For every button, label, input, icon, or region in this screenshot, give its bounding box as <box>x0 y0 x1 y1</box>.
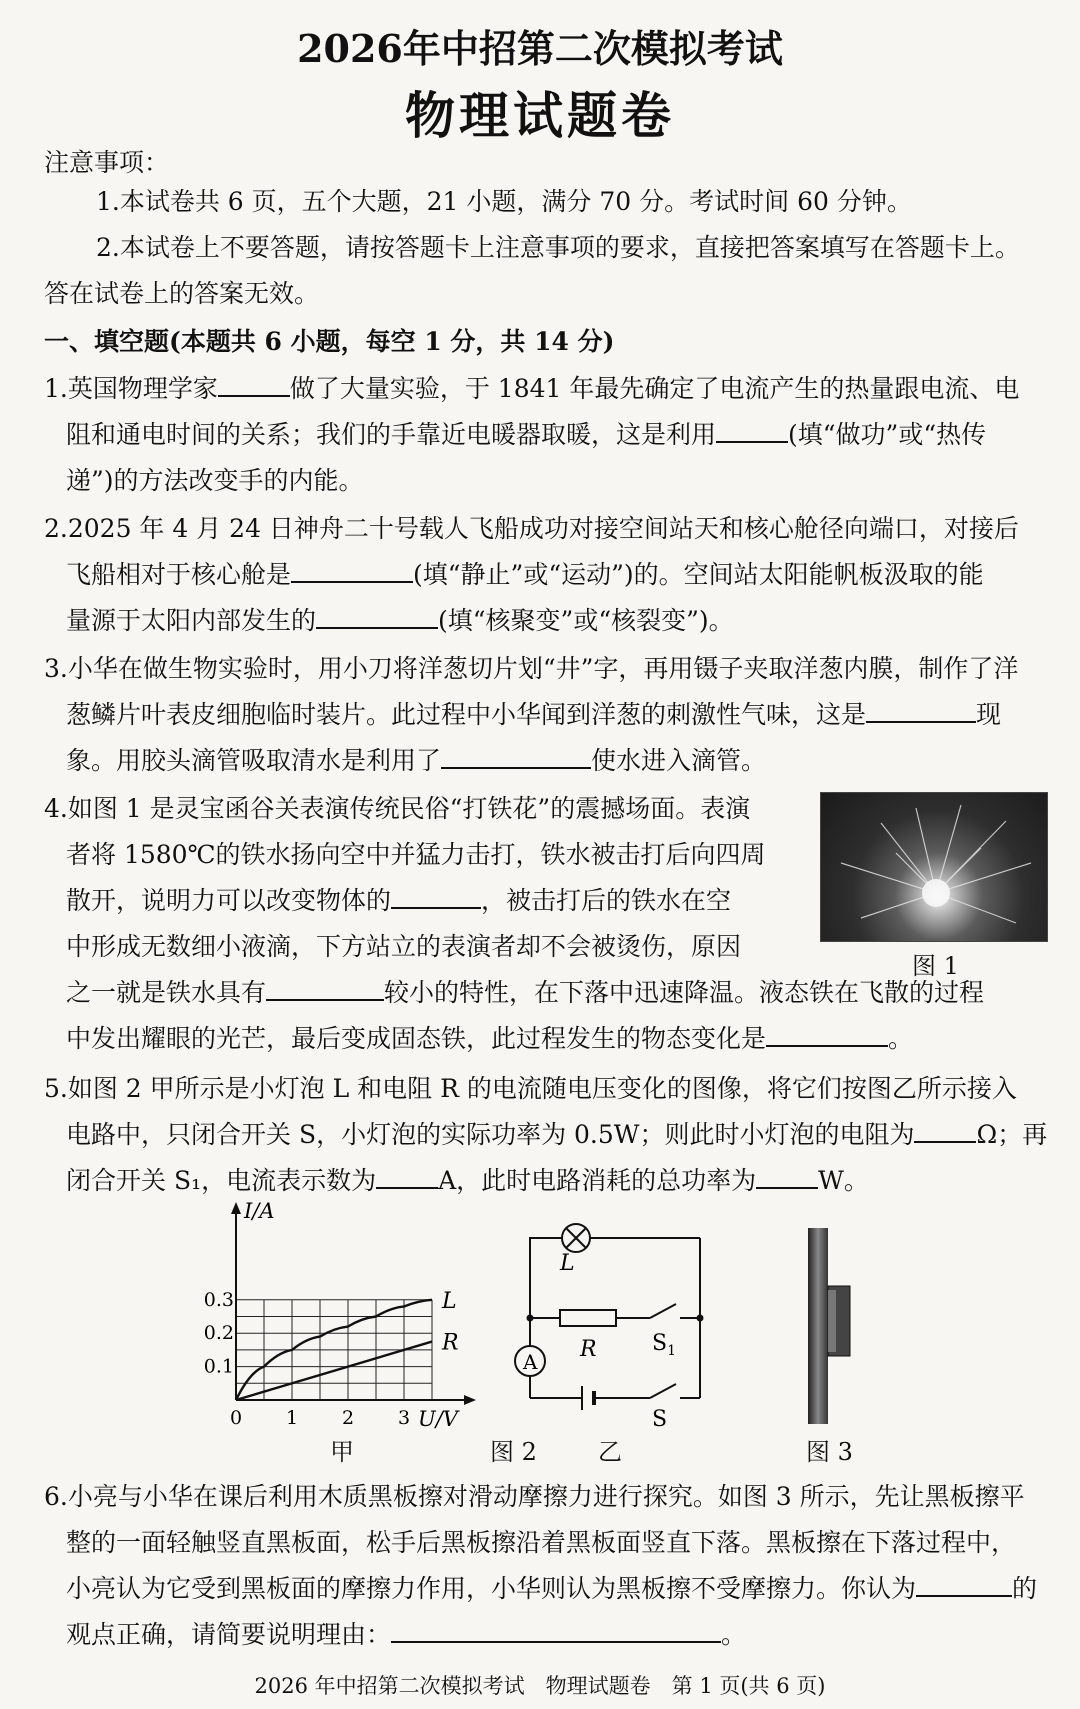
exam-title: 2026年中招第二次模拟考试 <box>297 26 783 71</box>
q4-line-4: 中形成无数细小液滴，下方站立的表演者却不会被烫伤，原因 <box>66 932 742 961</box>
q1-line-1 <box>44 372 1019 406</box>
q4-blank-3 <box>766 1023 888 1047</box>
q1-text-b: 做了大量实验，于 1841 年最先确定了电流产生的热量跟电流、电 <box>289 374 1020 403</box>
x-tick-label: 3 <box>398 1407 411 1429</box>
q1-text-a: 1.英国物理学家 <box>44 374 218 403</box>
q1-line-2 <box>66 418 986 452</box>
figure-2a-graph <box>203 1199 478 1431</box>
q4-blank-1 <box>391 885 481 909</box>
q6-line-3 <box>66 1572 1037 1606</box>
q3-blank-2 <box>441 745 591 769</box>
figure-3-blackboard <box>800 1228 880 1424</box>
q4-line-3 <box>66 884 731 918</box>
q4-blank-2 <box>266 977 384 1001</box>
figure-2b-label: 乙 <box>598 1438 622 1466</box>
x-tick-label: 2 <box>342 1407 355 1429</box>
q2-blank-1 <box>291 559 413 583</box>
q2-line-2 <box>66 558 984 592</box>
q3-text-b: 现 <box>976 700 1002 729</box>
exam-subtitle: 物理试题卷 <box>405 86 675 145</box>
lamp-label: L <box>560 1251 575 1276</box>
notice-item-1: 1.本试卷共 6 页，五个大题，21 小题，满分 70 分。考试时间 60 分钟。 <box>96 187 912 216</box>
q6-blank-1 <box>916 1573 1012 1597</box>
q5-blank-2 <box>376 1165 438 1189</box>
q4-line-1: 4.如图 1 是灵宝函谷关表演传统民俗“打铁花”的震撼场面。表演 <box>44 794 751 823</box>
q4-text-e: 中发出耀眼的光芒，最后变成固态铁，此过程发生的物态变化是 <box>66 1024 767 1053</box>
q1-text-d: (填“做功”或“热传 <box>788 420 987 449</box>
q3-text-c: 象。用胶头滴管吸取清水是利用了 <box>66 746 442 775</box>
notice-heading: 注意事项： <box>44 148 170 177</box>
x-axis-label: U/V <box>418 1407 458 1431</box>
notice-item-2-line1: 2.本试卷上不要答题，请按答题卡上注意事项的要求，直接把答案填写在答题卡上。 <box>96 233 1020 262</box>
figure-3-caption: 图 3 <box>806 1438 853 1466</box>
graph-labels <box>204 1199 460 1431</box>
page-footer: 2026 年中招第二次模拟考试 物理试题卷 第 1 页(共 6 页) <box>254 1674 826 1698</box>
figure-1-caption: 图 1 <box>912 952 959 980</box>
q5-line-3 <box>66 1164 869 1198</box>
q3-line-2 <box>66 698 1001 732</box>
q2-line-1: 2.2025 年 4 月 24 日神舟二十号载人飞船成功对接空间站天和核心舱径向端口，对接后 <box>44 514 1019 543</box>
q6-text-c: 观点正确，请简要说明理由： <box>66 1620 392 1649</box>
q2-text-a: 飞船相对于核心舱是 <box>66 560 292 589</box>
q4-line-5 <box>66 976 984 1010</box>
q3-text-d: 使水进入滴管。 <box>591 746 767 775</box>
y-axis-arrow <box>231 1202 241 1214</box>
q2-blank-2 <box>316 605 438 629</box>
q3-text-a: 葱鳞片叶表皮细胞临时装片。此过程中小华闻到洋葱的刺激性气味，这是 <box>66 700 867 729</box>
graph-axes <box>231 1202 476 1405</box>
q4-text-c: 之一就是铁水具有 <box>66 978 267 1007</box>
x-tick-label: 1 <box>286 1407 299 1429</box>
eraser-face <box>828 1290 836 1352</box>
q6-line-2: 整的一面轻触竖直黑板面，松手后黑板擦沿着黑板面竖直下落。黑板擦在下落过程中， <box>66 1528 1017 1557</box>
q2-line-3 <box>66 604 734 638</box>
figure-2-caption: 图 2 <box>490 1438 537 1466</box>
q6-text-b: 的 <box>1012 1574 1038 1603</box>
q4-line-6 <box>66 1022 913 1056</box>
figure-2b-circuit <box>500 1218 720 1432</box>
q1-blank-1 <box>218 373 290 397</box>
resistor-symbol <box>560 1310 616 1326</box>
q6-line-4 <box>66 1618 746 1652</box>
q1-blank-2 <box>716 419 788 443</box>
q3-blank-1 <box>866 699 976 723</box>
q1-line-3: 递”)的方法改变手的内能。 <box>66 466 364 495</box>
q3-line-1: 3.小华在做生物实验时，用小刀将洋葱切片划“井”字，再用镊子夹取洋葱内膜，制作了洋 <box>44 654 1019 683</box>
y-tick-label: 0.1 <box>203 1355 234 1378</box>
q3-line-3 <box>66 744 766 778</box>
y-tick-label: 0.3 <box>203 1288 234 1311</box>
switch-s1-label: $S_1$ <box>652 1331 676 1359</box>
y-axis-label: I/A <box>244 1199 275 1223</box>
q5-text-b: Ω；再 <box>976 1120 1048 1149</box>
y-tick-label: 0.2 <box>203 1322 234 1345</box>
figure-1-iron-flower-photo <box>820 792 1048 942</box>
q5-text-a: 电路中，只闭合开关 S，小灯泡的实际功率为 0.5W；则此时小灯泡的电阻为 <box>66 1120 915 1149</box>
q4-text-d: 较小的特性，在下落中迅速降温。液态铁在飞散的过程 <box>384 978 985 1007</box>
notice-item-2-line2: 答在试卷上的答案无效。 <box>44 279 320 308</box>
q6-blank-2 <box>391 1619 721 1643</box>
x-tick-label: 0 <box>230 1407 243 1429</box>
q6-text-a: 小亮认为它受到黑板面的摩擦力作用，小华则认为黑板擦不受摩擦力。你认为 <box>66 1574 917 1603</box>
spark-burst-icon <box>821 793 1047 941</box>
q5-blank-3 <box>756 1165 818 1189</box>
blackboard-surface <box>808 1228 828 1424</box>
q5-text-c: 闭合开关 S₁，电流表示数为 <box>66 1166 377 1195</box>
q2-text-d: (填“核聚变”或“核裂变”)。 <box>438 606 734 635</box>
resistor-label: R <box>580 1337 597 1362</box>
q4-text-b: ，被击打后的铁水在空 <box>481 886 732 915</box>
q4-text-a: 散开，说明力可以改变物体的 <box>66 886 392 915</box>
q6-text-d: 。 <box>721 1620 747 1649</box>
q5-text-d: A，此时电路消耗的总功率为 <box>438 1166 757 1195</box>
q5-line-1: 5.如图 2 甲所示是小灯泡 L 和电阻 R 的电流随电压变化的图像，将它们按图乙所示接入 <box>44 1074 1017 1103</box>
figure-2a-label: 甲 <box>330 1438 354 1466</box>
series-label-R: R <box>442 1330 459 1356</box>
q5-text-e: W。 <box>818 1166 869 1195</box>
q6-line-1: 6.小亮与小华在课后利用木质黑板擦对滑动摩擦力进行探究。如图 3 所示，先让黑板擦平 <box>44 1482 1025 1511</box>
q4-line-2: 者将 1580℃的铁水扬向空中并猛力击打，铁水被击打后向四周 <box>66 840 766 869</box>
ammeter-label: A <box>523 1350 538 1374</box>
q5-line-2 <box>66 1118 1047 1152</box>
section-1-heading: 一、填空题(本题共 6 小题，每空 1 分，共 14 分) <box>44 327 615 356</box>
series-label-L: L <box>442 1288 457 1314</box>
q4-text-f: 。 <box>888 1024 914 1053</box>
q2-text-c: 量源于太阳内部发生的 <box>66 606 317 635</box>
switch-s-label: S <box>652 1407 668 1432</box>
q5-blank-1 <box>914 1119 976 1143</box>
q1-text-c: 阻和通电时间的关系；我们的手靠近电暖器取暖，这是利用 <box>66 420 717 449</box>
q2-text-b: (填“静止”或“运动”)的。空间站太阳能帆板汲取的能 <box>413 560 984 589</box>
x-axis-arrow <box>464 1395 476 1405</box>
